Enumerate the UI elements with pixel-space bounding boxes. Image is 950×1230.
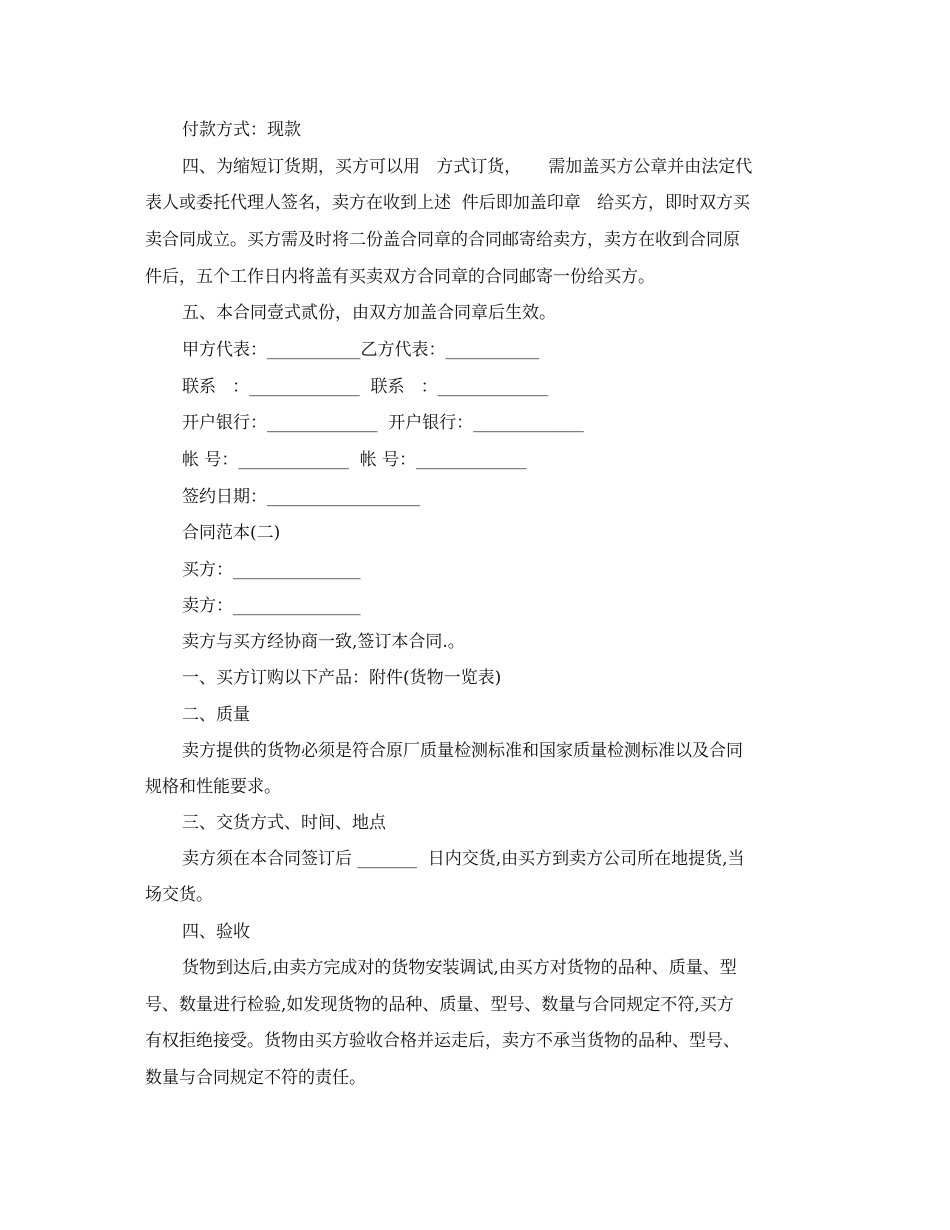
- clause-4-line-2: 表人或委托代理人签名，卖方在收到上述 件后即加盖印章 给买方，即时双方买: [145, 193, 751, 213]
- clause-4b-body-line-3: 有权拒绝接受。货物由买方验收合格并运走后，卖方不承当货物的品种、型号、: [145, 1031, 740, 1051]
- seller-line: 卖方：_______________: [182, 596, 361, 616]
- clause-2-body-line-1: 卖方提供的货物必须是符合原厂质量检测标准和国家质量检测标准以及合同: [182, 741, 743, 761]
- signing-date-line: 签约日期：__________________: [182, 487, 420, 507]
- clause-4-line-1: 四、为缩短订货期，买方可以用 方式订货， 需加盖买方公章并由法定代: [182, 157, 753, 177]
- clause-4-line-3: 卖合同成立。买方需及时将二份盖合同章的合同邮寄给卖方，卖方在收到合同原: [145, 230, 740, 250]
- representative-line: 甲方代表：___________乙方代表：___________: [182, 340, 539, 360]
- clause-5-line: 五、本合同壹式贰份，由双方加盖合同章后生效。: [182, 303, 556, 323]
- clause-4b-heading: 四、验收: [182, 922, 250, 942]
- bank-line: 开户银行：_____________ 开户银行：_____________: [182, 413, 584, 433]
- clause-4b-body-line-1: 货物到达后,由卖方完成对的货物安装调试,由买方对货物的品种、质量、型: [182, 958, 737, 978]
- clause-2-body-line-2: 规格和性能要求。: [145, 777, 281, 797]
- clause-4b-body-line-4: 数量与合同规定不符的责任。: [145, 1068, 366, 1088]
- clause-4b-body-line-2: 号、数量进行检验,如发现货物的品种、质量、型号、数量与合同规定不符,买方: [145, 995, 734, 1015]
- buyer-line: 买方：_______________: [182, 560, 361, 580]
- clause-3-heading: 三、交货方式、时间、地点: [182, 813, 386, 833]
- payment-method-line: 付款方式：现款: [182, 120, 301, 140]
- contact-line: 联系 ：_____________ 联系 ：_____________: [182, 377, 549, 397]
- contract-template-title: 合同范本(二): [182, 523, 281, 543]
- account-line: 帐 号：_____________ 帐 号：_____________: [182, 450, 527, 470]
- clause-3-body-line-2: 场交货。: [145, 885, 213, 905]
- clause-1-line: 一、买方订购以下产品：附件(货物一览表): [182, 668, 502, 688]
- clause-2-heading: 二、质量: [182, 705, 250, 725]
- clause-3-body-line-1: 卖方须在本合同签订后 _______ 日内交货,由买方到卖方公司所在地提货,当: [182, 849, 745, 869]
- agreement-line: 卖方与买方经协商一致,签订本合同.。: [182, 632, 465, 652]
- clause-4-line-4: 件后，五个工作日内将盖有买卖双方合同章的合同邮寄一份给买方。: [145, 267, 655, 287]
